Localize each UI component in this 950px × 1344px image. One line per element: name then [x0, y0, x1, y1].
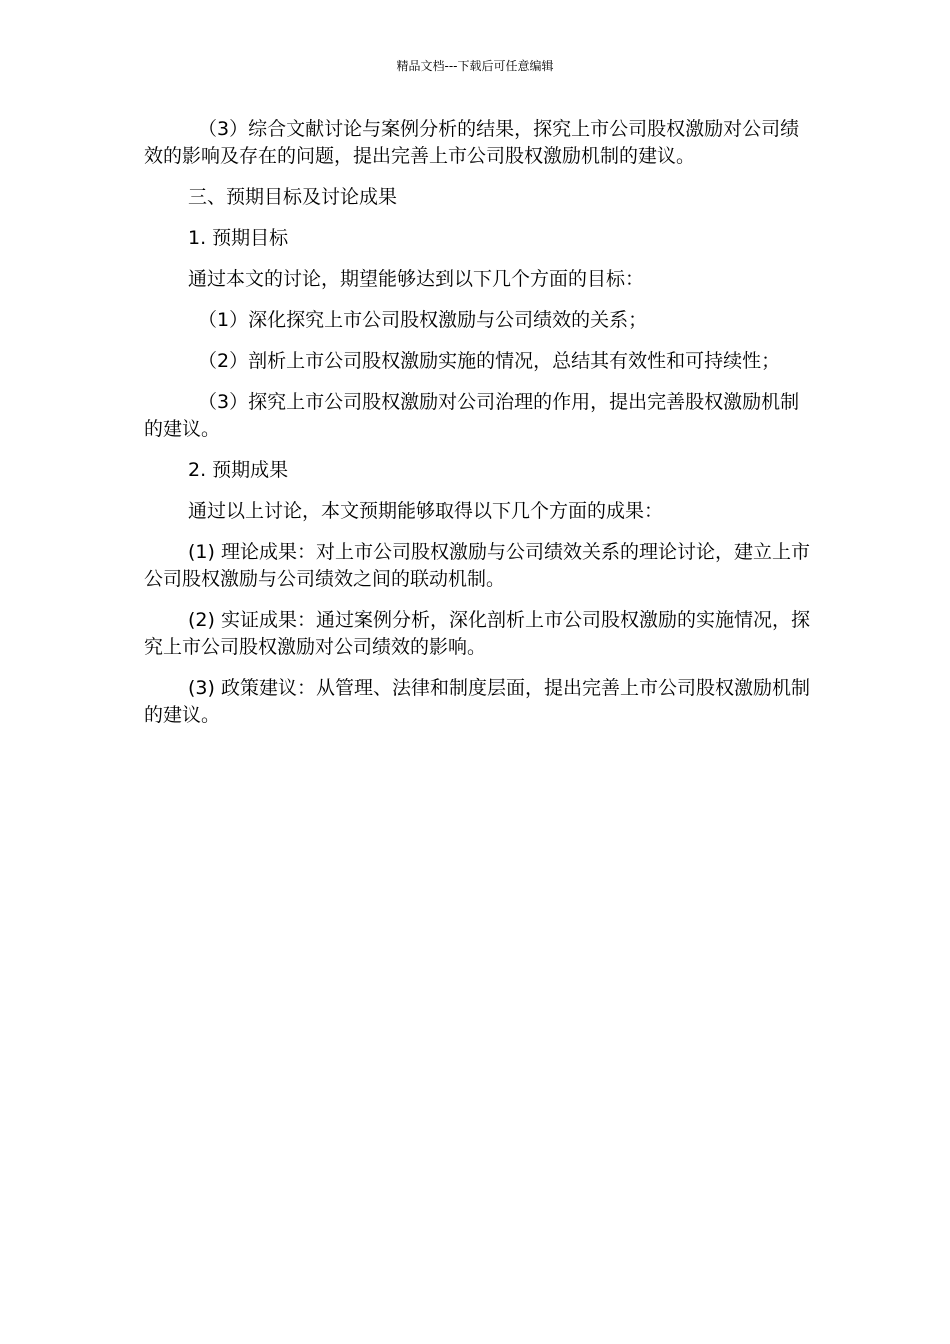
section-heading-goals-results: 三、预期目标及讨论成果	[188, 186, 398, 208]
paragraph-goals-intro: 通过本文的讨论，期望能够达到以下几个方面的目标：	[188, 268, 645, 290]
document-body	[144, 116, 814, 729]
list-item-goal-2: （2）剖析上市公司股权激励实施的情况，总结其有效性和可持续性；	[198, 350, 781, 372]
list-item-result-2: (2) 实证成果：通过案例分析，深化剖析上市公司股权激励的实施情况，探究上市公司股权激励对公司绩效的影响。	[144, 609, 810, 658]
subheading-expected-goals: 1. 预期目标	[188, 227, 289, 249]
page-header: 精品文档---下载后可任意编辑	[396, 59, 554, 73]
subheading-expected-results: 2. 预期成果	[188, 459, 289, 481]
list-item-goal-1: （1）深化探究上市公司股权激励与公司绩效的关系；	[198, 309, 648, 331]
list-item-result-1: (1) 理论成果：对上市公司股权激励与公司绩效关系的理论讨论，建立上市公司股权激励与公司绩效之间的联动机制。	[144, 541, 810, 590]
paragraph-results-intro: 通过以上讨论，本文预期能够取得以下几个方面的成果：	[188, 500, 664, 522]
list-item-result-3: (3) 政策建议：从管理、法律和制度层面，提出完善上市公司股权激励机制的建议。	[144, 677, 810, 726]
paragraph-conclusion-method: （3）综合文献讨论与案例分析的结果，探究上市公司股权激励对公司绩效的影响及存在的问题，提出完善上市公司股权激励机制的建议。	[144, 118, 800, 167]
list-item-goal-3: （3）探究上市公司股权激励对公司治理的作用，提出完善股权激励机制的建议。	[144, 391, 800, 440]
